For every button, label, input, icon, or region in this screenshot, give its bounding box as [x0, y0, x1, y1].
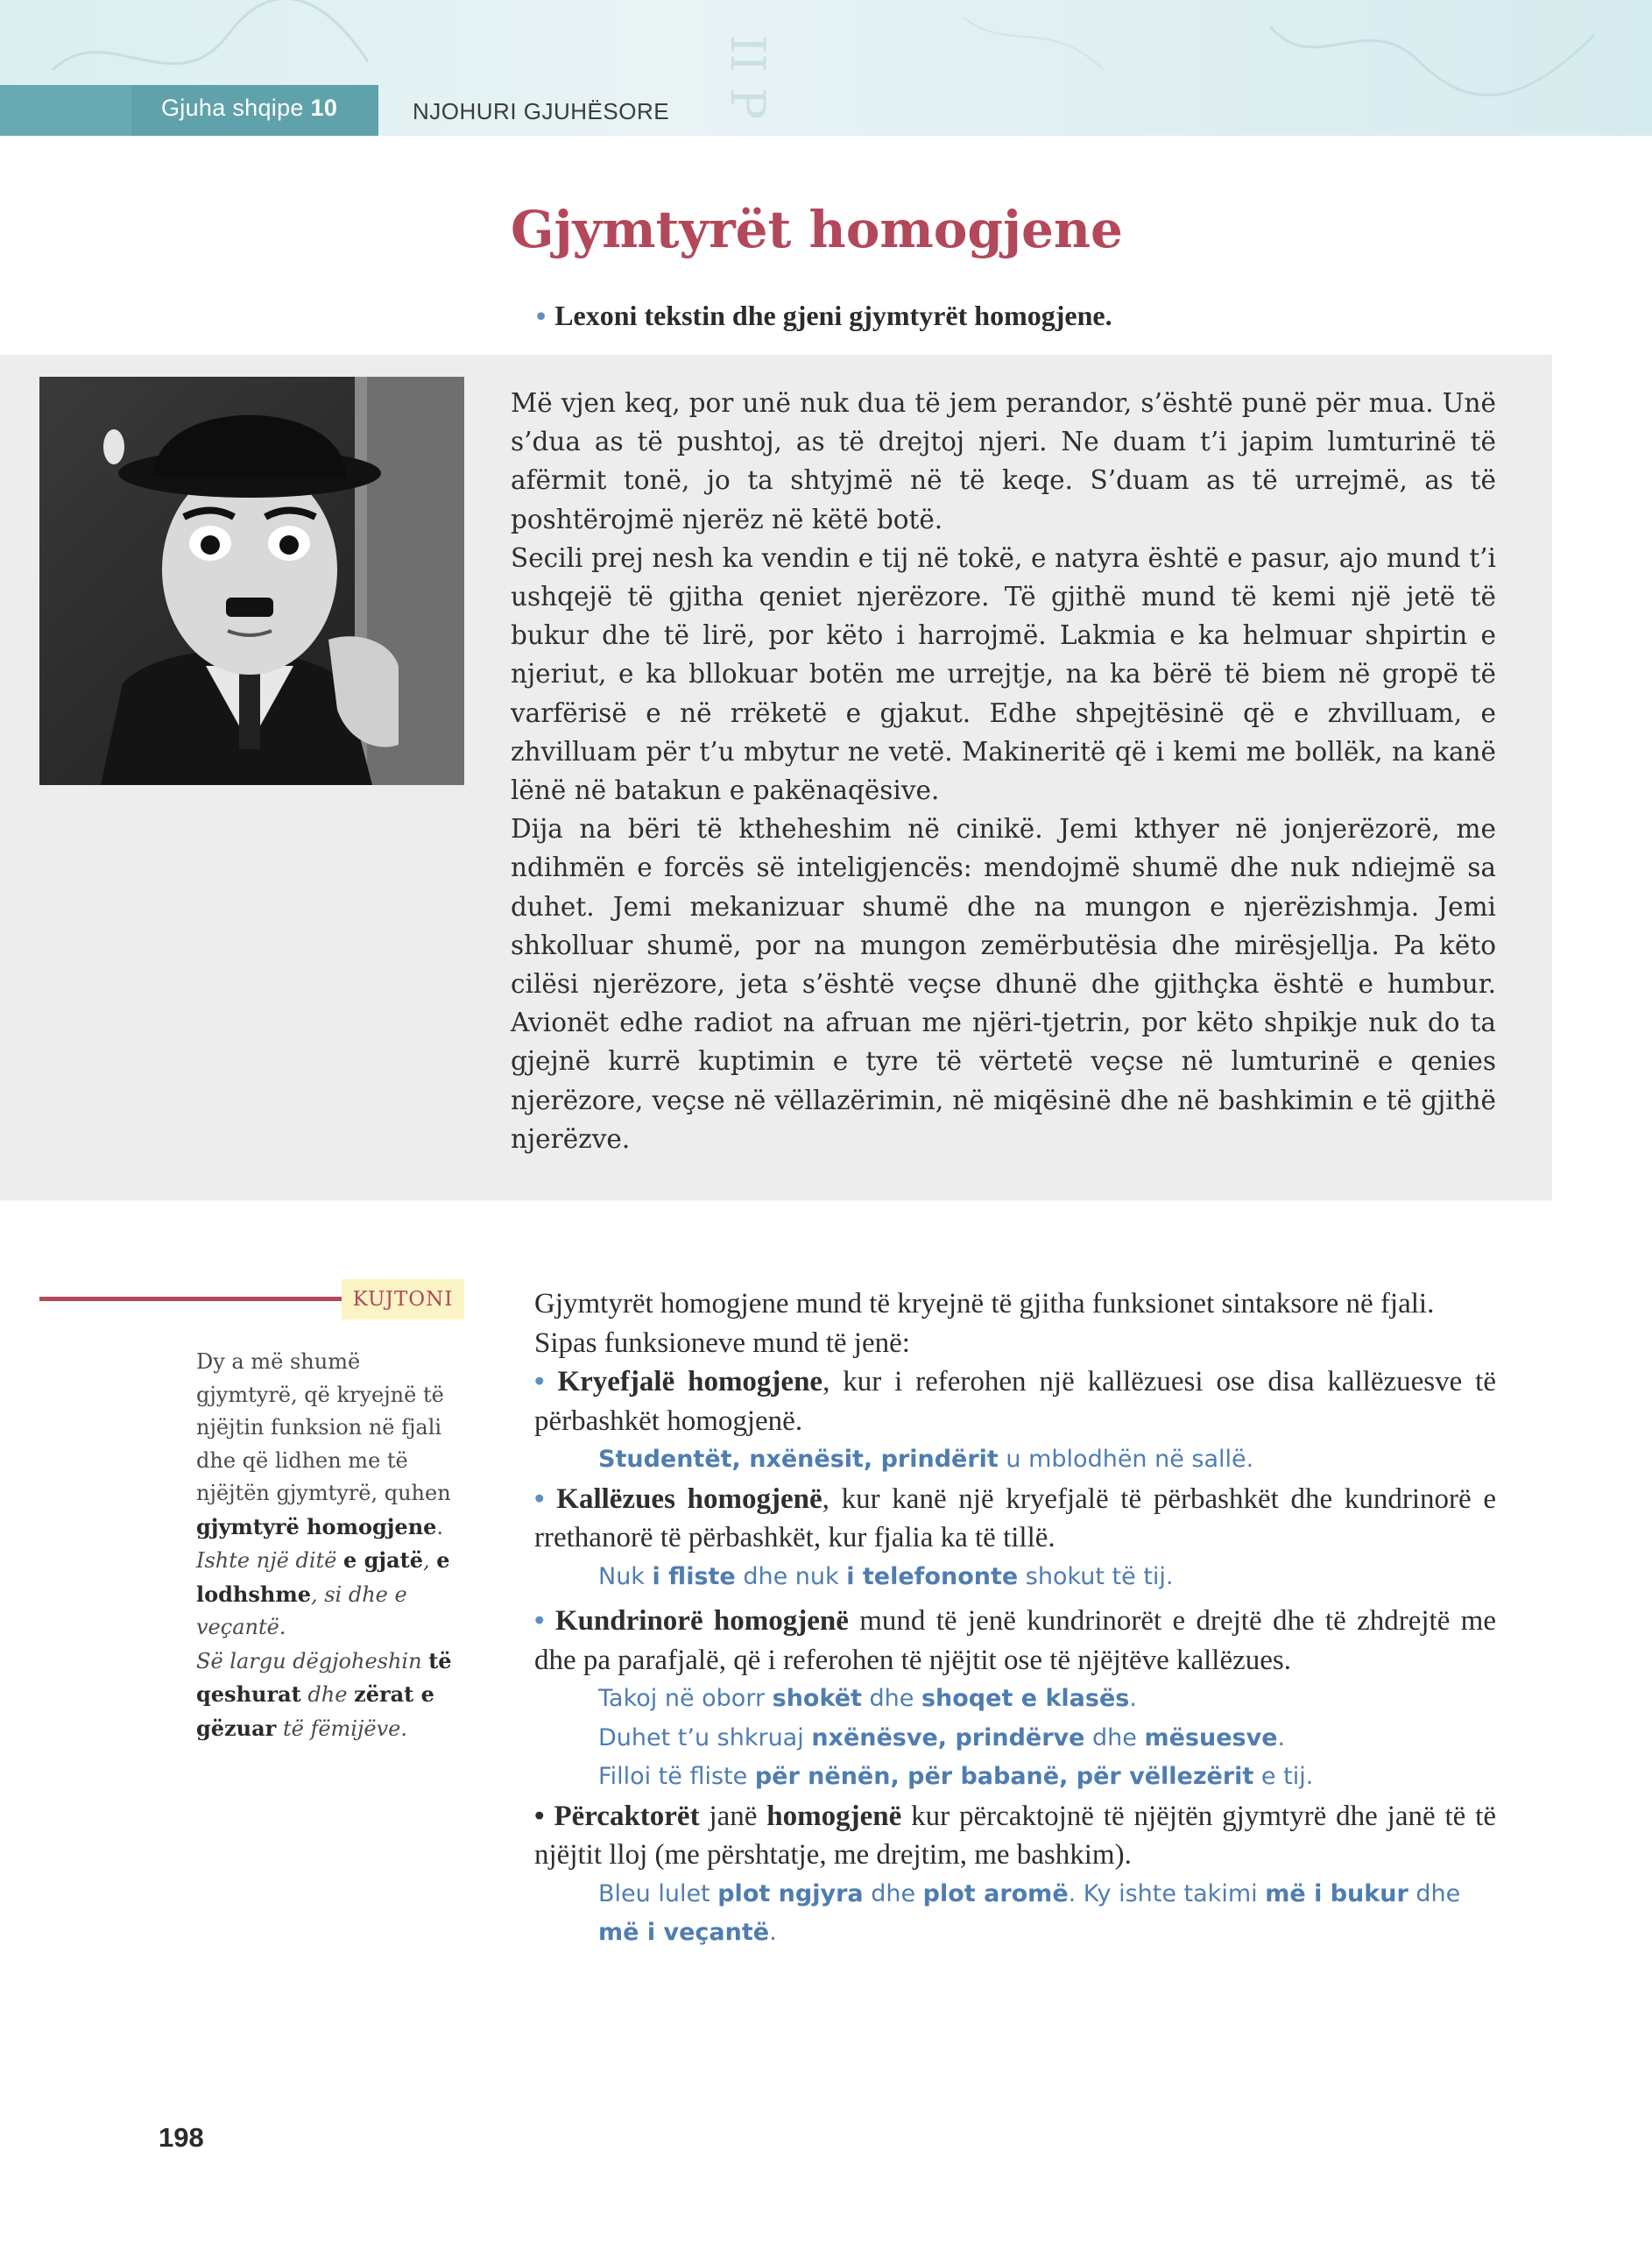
bullet-icon: • — [534, 1366, 545, 1397]
item-term: Kallëzues homogjenë — [556, 1482, 822, 1515]
bullet-icon: • — [534, 1482, 545, 1515]
kujtoni-divider — [39, 1297, 342, 1301]
reading-paragraph-2: Secili prej nesh ka vendin e tij në tokë, e natyra është e pasur, ajo mund t’i ushqejë të gjitha qeniet njerëzore. Të gjithë mund të kemi një jetë të bukur dhe të lirë, por këto i harrojmë. Lakmia e ka helmuar shpirtin e njeriut, e ka bllokuar botën me urrejtje, na ka bërë të biem në gropë të varfërisë e në rrëketë e gjakut. Edhe shpejtësinë që e zhvilluam, e zhvilluam për t’u mbytur ne vetë. Makineritë që i kemi me bollëk, na kanë lënë në batakun e pakënaqësive. — [511, 542, 1496, 806]
example-highlight: Studentët, nxënësit, prindërit — [598, 1446, 999, 1473]
example-highlight: i fliste — [652, 1562, 736, 1590]
example-part: dhe — [861, 1685, 921, 1712]
reading-paragraph-3: Dija na bëri të ktheheshim në cinikë. Jemi kthyer në jonjerëzorë, me ndihmën e forcës së inteligjencës: mendojmë shumë dhe nuk ndiejmë sa duhet. Jemi mekanizuar shumë dhe na mungon e njerëzishmja. Jemi shkolluar shumë, por na mungon zemërbutësia dhe mirësjellja. Pa këto cilësi njerëzore, jeta s’është veçse dhunë dhe gjithçka është e humbur. Avionët edhe radiot na afruan me njëri-tjetrin, por këto shpikje nuk do ta gjejnë kurrë kuptimin e tyre të vërtetë veçse në lumturinë e qenies njerëzore, veçse në vëllazërimin, në miqësinë dhe në bashkimin e të gjithë njerëzve. — [511, 814, 1496, 1154]
example-part: Bleu lulet — [598, 1879, 718, 1907]
example-part: Filloi të fliste — [598, 1763, 755, 1790]
item-term: Kryefjalë homogjene — [557, 1366, 823, 1397]
bullet-icon: • — [534, 1605, 545, 1637]
example-line — [511, 1758, 1496, 1797]
example-highlight: shokët — [772, 1685, 862, 1712]
example-part: . Ky ishte takimi — [1068, 1879, 1266, 1907]
example-part: . — [769, 1919, 777, 1946]
note-example-1-e: , si dhe e veçantë. — [196, 1581, 407, 1639]
note-example-1-b: e gjatë — [343, 1547, 423, 1573]
example-part: e tij. — [1253, 1763, 1314, 1790]
note-example-2-d: zërat e gëzuar — [196, 1681, 434, 1741]
example-line — [511, 1875, 1496, 1953]
example-part: Duhet t’u shkruaj — [598, 1723, 812, 1751]
example-highlight: plot aromë — [922, 1879, 1069, 1907]
example-highlight: i telefononte — [846, 1562, 1019, 1590]
bullet-icon: • — [534, 1800, 545, 1832]
example-highlight: nxënësve, prindërve — [811, 1723, 1085, 1751]
example-line — [511, 1440, 1496, 1480]
example-highlight: shoqet e klasës — [921, 1685, 1130, 1712]
item-term: Kundrinorë homogjenë — [554, 1605, 849, 1637]
reading-paragraph-1: Më vjen keq, por unë nuk dua të jem perandor, s’është punë për mua. Unë s’dua as të pushtoj, as të drejtoj njeri. Ne duam t’i japim lumturinë të afërmit tonë, jo ta shtyjmë në të keqe. S’duam as të urrejmë, as të poshtërojmë njerëz në këtë botë. — [511, 388, 1496, 534]
kujtoni-label: KUJTONI — [342, 1279, 464, 1320]
note-example-2-e: të fëmijëve. — [282, 1716, 407, 1741]
note-example-1-a: Ishte një ditë — [196, 1548, 337, 1573]
item-subject — [511, 1362, 1496, 1440]
item-text: kur përcaktojnë të njëjtën gjymtyrë dhe janë të të njëjtit lloj (me përshtatje, me drejtim, me bashkim). — [534, 1800, 1496, 1871]
example-part: . — [1277, 1723, 1286, 1751]
example-highlight: më i bukur — [1265, 1879, 1408, 1907]
note-example-1-d: e lodhshme — [196, 1547, 450, 1607]
example-rest: u mblodhën në sallë. — [998, 1446, 1254, 1473]
page-number: 198 — [159, 2122, 204, 2153]
example-line — [511, 1558, 1496, 1597]
example-line — [511, 1719, 1496, 1758]
note-example-2-b: të qeshurat — [196, 1647, 452, 1707]
example-highlight: më i veçantë — [598, 1919, 770, 1946]
note-example-1-c: , — [423, 1548, 437, 1573]
explanation — [511, 1284, 1496, 1953]
example-part: Nuk — [598, 1562, 653, 1590]
example-highlight: mësuesve — [1144, 1723, 1278, 1751]
section-name: NJOHURI GJUHËSORE — [413, 98, 670, 124]
item-term: Përcaktorët — [554, 1800, 700, 1832]
item-mid: janë — [699, 1800, 767, 1832]
example-part: . — [1129, 1685, 1137, 1712]
example-part: Takoj në oborr — [598, 1685, 773, 1712]
reading-text — [511, 384, 1496, 1158]
explanation-intro: Gjymtyrët homogjene mund të kryejnë të gjitha funksionet sintaksore në fjali. — [534, 1288, 1435, 1320]
example-highlight: për nënën, për babanë, për vëllezërit — [754, 1763, 1254, 1790]
instruction — [536, 300, 1112, 332]
note-period: . — [436, 1514, 444, 1539]
bullet-icon: • — [536, 300, 547, 331]
svg-text:II P: II P — [720, 35, 775, 120]
example-highlight: plot ngjyra — [717, 1879, 864, 1907]
example-part: shokut të tij. — [1018, 1562, 1174, 1590]
item-attribute — [511, 1797, 1496, 1875]
note-term: gjymtyrë homogjene — [196, 1513, 437, 1539]
book-name: Gjuha shqipe — [161, 95, 304, 121]
example-part: dhe — [1408, 1879, 1461, 1907]
note-example-2-a: Së largu dëgjoheshin — [196, 1648, 422, 1673]
item-text: , kur i referohen një kallëzuesi ose disa kallëzuesve të përbashkët homogjenë. — [534, 1366, 1496, 1437]
explanation-intro-2: Sipas funksioneve mund të jenë: — [534, 1327, 910, 1359]
page-title: Gjymtyrët homogjene — [511, 200, 1123, 259]
note-definition: Dy a më shumë gjymtyrë, që kryejnë të njëjtin funksion në fjali dhe që lidhen me të njëjtën gjymtyrë, quhen — [196, 1349, 451, 1505]
kujtoni-note — [196, 1346, 459, 1745]
chaplin-photo — [39, 377, 464, 785]
book-number: 10 — [310, 95, 338, 121]
example-line — [511, 1680, 1496, 1719]
example-part: dhe — [863, 1879, 923, 1907]
instruction-text: Lexoni tekstin dhe gjeni gjymtyrët homogjene. — [554, 300, 1112, 331]
item-term-2: homogjenë — [766, 1800, 902, 1832]
chaplin-portrait-image — [39, 377, 464, 785]
item-predicate — [511, 1480, 1496, 1558]
example-part: dhe nuk — [735, 1562, 847, 1590]
item-object — [511, 1602, 1496, 1680]
item-text: , kur kanë një kryefjalë të përbashkët dhe kundrinorë e rrethanorë të përbashkët, kur fjalia ka të tillë. — [534, 1482, 1497, 1553]
book-title — [161, 95, 337, 122]
item-text: mund të jenë kundrinorët e drejtë dhe të zhdrejtë me dhe pa parafjalë, që i referohen të njëjtit ose të njëjtëve kallëzues. — [534, 1605, 1497, 1676]
example-part: dhe — [1084, 1723, 1145, 1751]
note-example-2-c: dhe — [307, 1682, 348, 1707]
